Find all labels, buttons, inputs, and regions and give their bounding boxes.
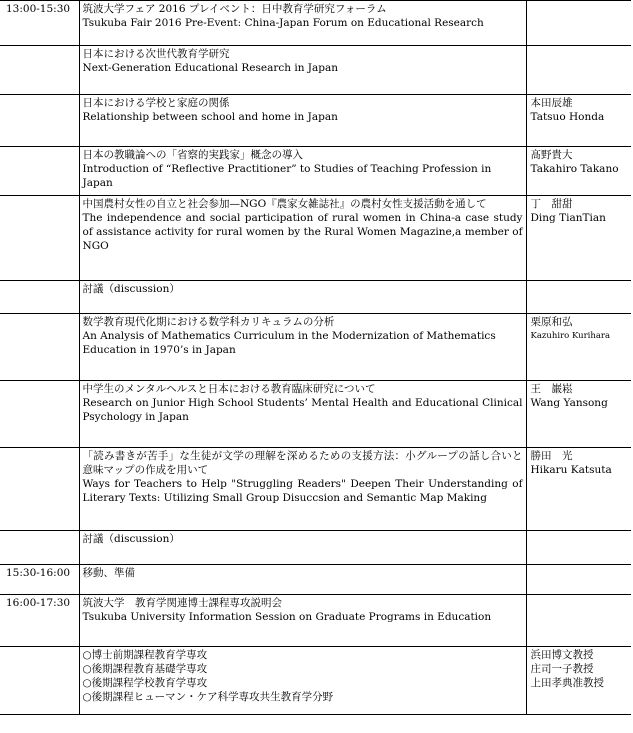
discussion-label: 討議（discussion）	[82, 283, 180, 295]
time-cell	[0, 147, 79, 196]
speaker-name-ja: 本田辰雄	[530, 97, 573, 109]
table-row	[0, 448, 631, 531]
talk-title-ja: 数学教育現代化期における数学科カリキュラムの分析	[82, 316, 335, 328]
session-cell	[79, 314, 526, 381]
table-row	[0, 531, 631, 565]
speaker-name-ja: 勝田 光	[530, 450, 573, 462]
session-cell	[79, 147, 526, 196]
session-title-ja: 日本における次世代教育学研究	[82, 48, 230, 60]
speaker-cell	[526, 565, 631, 595]
talk-title-en: Ways for Teachers to Help "Struggling Readers" Deepen Their Understanding of Literary Texts: Utilizing Small Group Disuccsion and Semantic Map Making	[82, 478, 523, 504]
speaker-cell	[526, 314, 631, 381]
talk-title-en: An Analysis of Mathematics Curriculum in the Modernization of Mathematics Education in 1970’s in Japan	[82, 330, 496, 356]
session-title-ja: 筑波大学フェア 2016 プレイベント：日中教育学研究フォーラム	[82, 3, 387, 15]
speaker-cell	[526, 1, 631, 46]
table-row	[0, 565, 631, 595]
session-cell	[79, 381, 526, 448]
time-cell	[0, 381, 79, 448]
time-cell: 13:00-15:30	[0, 1, 79, 46]
session-cell	[79, 647, 526, 715]
speaker-name-ja: 王 巌崧	[530, 383, 573, 395]
time-cell	[0, 196, 79, 281]
session-cell	[79, 46, 526, 95]
talk-title-ja: 「読み書きが苦手」な生徒が文学の理解を深めるための支援方法：小グループの話し合いと意味マップの作成を用いて	[82, 450, 523, 476]
speaker-cell	[526, 281, 631, 314]
table-row	[0, 196, 631, 281]
program-item: ○後期課程教育基礎学専攻	[82, 663, 208, 675]
time-cell: 15:30-16:00	[0, 565, 79, 595]
session-title-ja: 筑波大学 教育学関連博士課程専攻説明会	[82, 597, 282, 609]
table-row	[0, 147, 631, 196]
speaker-cell	[526, 95, 631, 147]
session-title-en: Next-Generation Educational Research in Japan	[82, 62, 339, 74]
speaker-cell	[526, 196, 631, 281]
presenter-name: 庄司一子教授	[530, 663, 594, 675]
speaker-name-en: Kazuhiro Kurihara	[530, 331, 611, 341]
table-row	[0, 1, 631, 46]
time-cell	[0, 314, 79, 381]
talk-title-ja: 日本における学校と家庭の関係	[82, 97, 230, 109]
talk-title-ja: 日本の教職論への「省察的実践家」概念の導入	[82, 149, 303, 161]
time-cell	[0, 95, 79, 147]
speaker-cell	[526, 381, 631, 448]
talk-title-ja: 中国農村女性の自立と社会参加—NGO『農家女雑誌社』の農村女性支援活動を通して	[82, 198, 487, 210]
time-cell	[0, 531, 79, 565]
session-cell	[79, 95, 526, 147]
session-cell	[79, 196, 526, 281]
speaker-name-en: Takahiro Takano	[530, 163, 619, 175]
program-item: ○博士前期課程教育学専攻	[82, 649, 208, 661]
table-row	[0, 595, 631, 647]
talk-title-en: Introduction of “Reflective Practitioner” to Studies of Teaching Profession in Japan	[82, 163, 492, 189]
speaker-cell	[526, 595, 631, 647]
speaker-name-ja: 丁 甜甜	[530, 198, 573, 210]
speaker-name-ja: 栗原和弘	[530, 316, 573, 328]
time-cell	[0, 647, 79, 715]
time-cell: 16:00-17:30	[0, 595, 79, 647]
program-item: ○後期課程ヒューマン・ケア科学専攻共生教育学分野	[82, 691, 334, 703]
speaker-name-en: Hikaru Katsuta	[530, 464, 612, 476]
program-item: ○後期課程学校教育学専攻	[82, 677, 208, 689]
speaker-cell	[526, 647, 631, 715]
session-cell	[79, 595, 526, 647]
presenter-name: 浜田博文教授	[530, 649, 594, 661]
table-row	[0, 95, 631, 147]
discussion-label: 討議（discussion）	[82, 533, 180, 545]
session-cell	[79, 531, 526, 565]
talk-title-en: The independence and social participation of rural women in China-a case study of assistance activity for rural women by the Rural Women Magazine,a member of NGO	[82, 212, 523, 252]
time-cell	[0, 448, 79, 531]
talk-title-ja: 中学生のメンタルヘルスと日本における教育臨床研究について	[82, 383, 376, 395]
presenter-name: 上田孝典准教授	[530, 677, 604, 689]
break-label: 移動、準備	[82, 567, 135, 579]
session-title-en: Tsukuba University Information Session on Graduate Programs in Education	[82, 611, 492, 623]
session-cell	[79, 565, 526, 595]
table-row	[0, 647, 631, 715]
speaker-name-en: Ding TianTian	[530, 212, 606, 224]
session-cell	[79, 1, 526, 46]
time-cell	[0, 46, 79, 95]
session-cell	[79, 281, 526, 314]
speaker-name-en: Wang Yansong	[530, 397, 608, 409]
session-cell	[79, 448, 526, 531]
table-row	[0, 314, 631, 381]
talk-title-en: Relationship between school and home in Japan	[82, 111, 338, 123]
speaker-cell	[526, 46, 631, 95]
speaker-cell	[526, 531, 631, 565]
speaker-cell	[526, 448, 631, 531]
speaker-name-en: Tatsuo Honda	[530, 111, 605, 123]
session-title-en: Tsukuba Fair 2016 Pre-Event: China-Japan Forum on Educational Research	[82, 17, 484, 29]
time-cell	[0, 281, 79, 314]
table-row	[0, 381, 631, 448]
talk-title-en: Research on Junior High School Students’ Mental Health and Educational Clinical Psychology in Japan	[82, 397, 523, 423]
speaker-name-ja: 髙野貴大	[530, 149, 573, 161]
table-row	[0, 281, 631, 314]
speaker-cell	[526, 147, 631, 196]
table-row	[0, 46, 631, 95]
